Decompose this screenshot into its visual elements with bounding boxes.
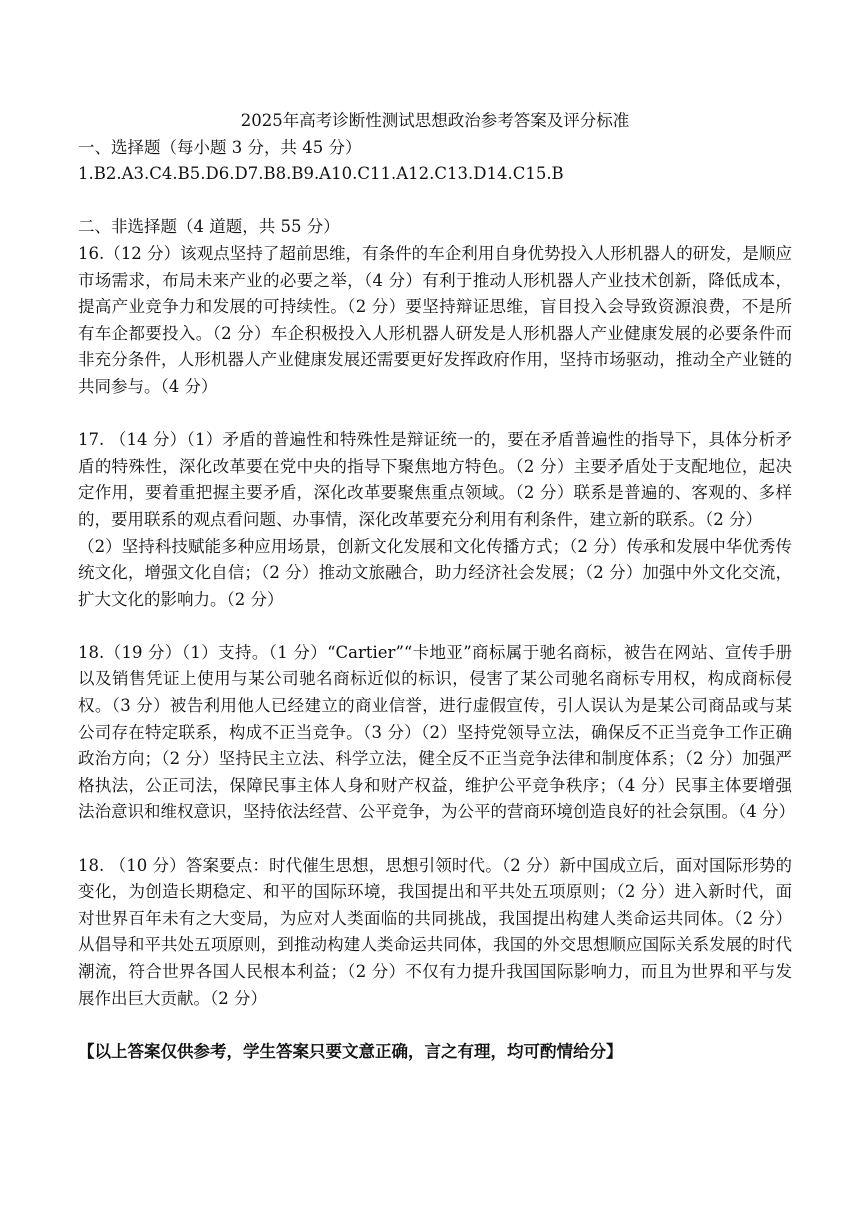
spacer (78, 613, 792, 640)
spacer (78, 401, 792, 428)
question-18-answer: 18.（19 分）（1）支持。（1 分）“Cartier”“卡地亚”商标属于驰名商标，被告在网站、宣传手册以及销售凭证上使用与某公司驰名商标近似的标识，侵害了某公司驰名商标专用权，构成商标侵权。（3 分）被告利用他人已经建立的商业信誉，进行虚假宣传，引人误认为是某公司商品或与某公司存在特定联系，构成不正当竞争。（3 分）（2）坚持党领导立法，确保反不正当竞争工作正确政治方向；（2 分）坚持民主立法、科学立法，健全反不正当竞争法律和制度体系；（2 分）加强严格执法，公正司法，保障民事主体人身和财产权益，维护公平竞争秩序；（4 分）民事主体要增强法治意识和维权意识，坚持依法经营、公平竞争，为公平的营商环境创造良好的社会氛围。（4 分） (78, 642, 795, 822)
multiple-choice-answers: 1.B2.A3.C4.B5.D6.D7.B8.B9.A10.C11.A12.C13.D14.C15.B (78, 164, 564, 184)
answer-document (78, 108, 795, 1065)
footer-note: 【以上答案仅供参考，学生答案只要文意正确，言之有理，均可酌情给分】 (78, 1041, 623, 1061)
question-19-answer: 18. （10 分）答案要点：时代催生思想，思想引领时代。（2 分）新中国成立后，面对国际形势的变化，为创造长期稳定、和平的国际环境，我国提出和平共处五项原则；（2 分）进入新时代，面对世界百年未有之大变局，为应对人类面临的共同挑战，我国提出构建人类命运共同体。（2 分）从倡导和平共处五项原则，到推动构建人类命运共同体，我国的外交思想顺应国际关系发展的时代潮流，符合世界各国人民根本利益；（2 分）不仅有力提升我国国际影响力，而且为世界和平与发展作出巨大贡献。（2 分） (78, 855, 792, 1008)
spacer (78, 826, 792, 853)
spacer (78, 188, 792, 215)
question-17-part1-answer: 17. （14 分）（1）矛盾的普遍性和特殊性是辩证统一的，要在矛盾普遍性的指导下，具体分析矛盾的特殊性，深化改革要在党中央的指导下聚焦地方特色。（2 分）主要矛盾处于支配地位，起决定作用，要着重把握主要矛盾，深化改革要聚焦重点领域。（2 分）联系是普遍的、客观的、多样的，要用联系的观点看问题、办事情，深化改革要充分利用有利条件，建立新的联系。（2 分） (78, 430, 792, 529)
document-title: 2025年高考诊断性测试思想政治参考答案及评分标准 (240, 111, 630, 130)
spacer (78, 1012, 792, 1039)
question-16-answer: 16.（12 分）该观点坚持了超前思维，有条件的车企利用自身优势投入人形机器人的研发，是顺应市场需求，布局未来产业的必要之举，（4 分）有利于推动人形机器人产业技术创新，降低成本，提高产业竞争力和发展的可持续性。（2 分）要坚持辩证思维，盲目投入会导致资源浪费，不是所有车企都要投入。（2 分）车企积极投入人形机器人研发是人形机器人产业健康发展的必要条件而非充分条件，人形机器人产业健康发展还需要更好发挥政府作用，坚持市场驱动，推动全产业链的共同参与。（4 分） (78, 243, 792, 396)
section2-heading: 二、非选择题（4 道题，共 55 分） (78, 217, 340, 237)
section1-heading: 一、选择题（每小题 3 分，共 45 分） (78, 137, 362, 157)
question-17-part2-answer: （2）坚持科技赋能多种应用场景，创新文化发展和文化传播方式；（2 分）传承和发展中华优秀传统文化，增强文化自信；（2 分）推动文旅融合，助力经济社会发展；（2 分）加强中外文化交流，扩大文化的影响力。（2 分） (78, 536, 792, 609)
